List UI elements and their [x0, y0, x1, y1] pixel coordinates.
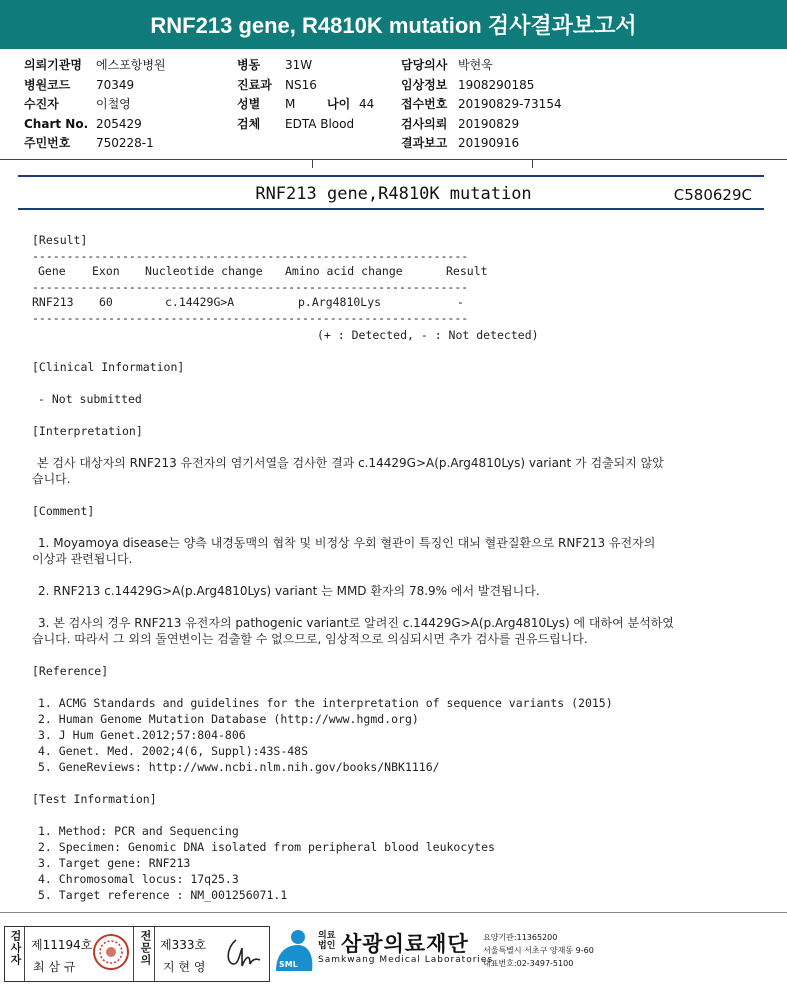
list-item: 4. Chromosomal locus: 17q25.3	[38, 872, 239, 886]
list-item: 2. Specimen: Genomic DNA isolated from peripheral blood leukocytes	[38, 840, 495, 854]
info-label: 의뢰기관명	[24, 58, 82, 72]
dash-line: ---------------------------------------------------------------	[32, 311, 469, 325]
result-legend: (+ : Detected, - : Not detected)	[317, 328, 539, 342]
info-value: 에스포항병원	[96, 58, 166, 72]
table-cell-gene: RNF213	[32, 295, 74, 309]
section-clinical: [Clinical Information]	[32, 360, 185, 374]
info-label: 병원코드	[24, 77, 71, 92]
examiner-id: 제11194호	[31, 938, 93, 952]
info-divider	[0, 159, 787, 160]
org-name: 삼광의료재단	[341, 932, 469, 956]
section-result: [Result]	[32, 233, 88, 247]
info-value: 1908290185	[458, 77, 535, 92]
info-value: 70349	[96, 77, 135, 92]
section-reference: [Reference]	[32, 664, 109, 678]
info-value: NS16	[285, 77, 317, 92]
info-value: 205429	[96, 116, 142, 131]
table-header-exon: Exon	[92, 264, 120, 278]
info-value: 750228-1	[96, 136, 154, 150]
report-code: C580629C	[673, 186, 752, 204]
list-item: 4. Genet. Med. 2002;4(6, Suppl):43S-48S	[38, 744, 309, 758]
section-test-info: [Test Information]	[32, 792, 157, 806]
report-top-border	[18, 175, 764, 177]
box-divider	[24, 926, 25, 981]
reviewer-name: 지 현 영	[163, 960, 206, 974]
info-value: 20190829-73154	[458, 97, 562, 111]
info-label: 검사의뢰	[401, 116, 448, 131]
comment1-line1: 1. Moyamoya disease는 양측 내경동맥의 협착 및 비정상 우회 혈관이 특징인 대뇌 혈관질환으로 RNF213 유전자의	[38, 536, 656, 550]
report-title-bar	[0, 0, 787, 49]
info-value: 박현욱	[458, 58, 493, 72]
interpretation-line2: 습니다.	[32, 472, 71, 486]
reference-list	[38, 695, 613, 775]
clinical-text: - Not submitted	[38, 392, 142, 406]
report-title: RNF213 gene, R4810K mutation 검사결과보고서	[150, 13, 637, 38]
info-label: 접수번호	[401, 97, 448, 111]
box-divider	[154, 926, 155, 981]
reviewer-label: 전문의	[139, 930, 152, 966]
age-value: 44	[359, 97, 375, 111]
info-value: 20190916	[458, 136, 520, 150]
patient-info-col1	[24, 56, 166, 154]
info-value: 이철영	[96, 97, 131, 111]
contact-line: 대표번호:02-3497-5100	[483, 959, 574, 968]
section-interpretation: [Interpretation]	[32, 424, 143, 438]
logo-text: SML	[279, 960, 298, 969]
list-item: 5. GeneReviews: http://www.ncbi.nlm.nih.gov/books/NBK1116/	[38, 760, 440, 774]
table-cell-amino: p.Arg4810Lys	[298, 295, 382, 309]
dash-line: ---------------------------------------------------------------	[32, 249, 469, 263]
info-label: 성별	[237, 97, 261, 111]
tick-mark	[532, 159, 533, 168]
info-label: 임상정보	[401, 77, 448, 92]
info-value: M	[285, 97, 296, 111]
footer-divider	[0, 912, 787, 913]
contact-line: 요양기관:11365200	[483, 933, 558, 942]
list-item: 1. Method: PCR and Sequencing	[38, 824, 239, 838]
info-label: 검체	[237, 116, 261, 131]
box-divider	[133, 926, 134, 981]
comment3-line2: 습니다. 따라서 그 외의 돌연변이는 검출할 수 없으므로, 임상적으로 의심되시면 추가 검사를 권유드립니다.	[32, 632, 588, 646]
table-header-result: Result	[446, 264, 488, 278]
info-label: 담당의사	[401, 58, 448, 72]
contact-line: 서울특별시 서초구 양재동 9-60	[483, 946, 594, 955]
table-header-gene: Gene	[38, 264, 66, 278]
org-contact	[483, 931, 594, 970]
reviewer-id: 제333호	[160, 938, 207, 952]
reviewer-signature-icon	[222, 934, 264, 972]
org-prefix-top: 의료	[318, 931, 336, 941]
list-item: 3. J Hum Genet.2012;57:804-806	[38, 728, 246, 742]
report-header-border	[18, 208, 764, 210]
examiner-label: 검사자	[9, 930, 22, 966]
section-comment: [Comment]	[32, 504, 95, 518]
info-label: 주민번호	[24, 136, 71, 150]
comment1-line2: 이상과 관련됩니다.	[32, 552, 133, 566]
info-label: 결과보고	[401, 136, 448, 150]
patient-info-col2	[237, 56, 374, 134]
table-header-amino: Amino acid change	[285, 264, 403, 278]
org-prefix-bottom: 법인	[318, 941, 336, 951]
report-test-title: RNF213 gene,R4810K mutation	[255, 184, 532, 204]
info-value: EDTA Blood	[285, 116, 355, 131]
patient-info-col3	[401, 56, 562, 154]
comment2: 2. RNF213 c.14429G>A(p.Arg4810Lys) variant 는 MMD 환자의 78.9% 에서 발견됩니다.	[38, 584, 540, 598]
tick-mark	[312, 159, 313, 168]
org-name-en: Samkwang Medical Laboratories	[318, 955, 494, 965]
interpretation-line1: 본 검사 대상자의 RNF213 유전자의 염기서열을 검사한 결과 c.14429G>A(p.Arg4810Lys) variant 가 검출되지 않았	[37, 456, 664, 470]
info-label: Chart No.	[24, 116, 89, 131]
info-value: 20190829	[458, 116, 520, 131]
age-label: 나이	[327, 97, 351, 111]
table-cell-nucleotide: c.14429G>A	[165, 295, 235, 309]
info-value: 31W	[285, 58, 313, 72]
test-info-list	[38, 823, 495, 903]
list-item: 1. ACMG Standards and guidelines for the interpretation of sequence variants (2015)	[38, 696, 613, 710]
table-cell-result: -	[457, 295, 464, 309]
examiner-name: 최 삼 규	[33, 960, 76, 974]
comment3-line1: 3. 본 검사의 경우 RNF213 유전자의 pathogenic variant로 알려진 c.14429G>A(p.Arg4810Lys) 에 대하여 분석하였	[38, 616, 674, 630]
org-prefix	[318, 931, 335, 951]
examiner-seal-icon	[92, 932, 130, 972]
list-item: 2. Human Genome Mutation Database (http://www.hgmd.org)	[38, 712, 419, 726]
table-cell-exon: 60	[99, 295, 113, 309]
info-label: 진료과	[237, 77, 272, 92]
list-item: 3. Target gene: RNF213	[38, 856, 191, 870]
table-header-nucleotide: Nucleotide change	[145, 264, 263, 278]
dash-line: ---------------------------------------------------------------	[32, 280, 469, 294]
list-item: 5. Target reference : NM_001256071.1	[38, 888, 288, 902]
info-label: 병동	[237, 58, 261, 72]
info-label: 수진자	[24, 97, 59, 111]
